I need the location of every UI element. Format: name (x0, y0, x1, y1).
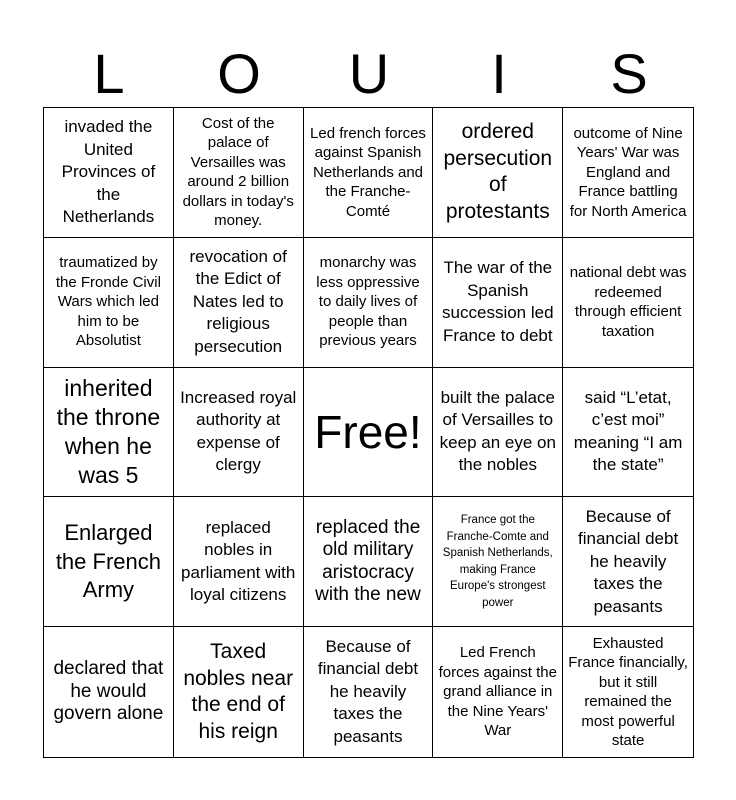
bingo-cell[interactable]: revocation of the Edict of Nates led to religious persecution (174, 238, 304, 368)
bingo-cell[interactable]: built the palace of Versailles to keep an eye on the nobles (433, 368, 563, 498)
bingo-cell[interactable]: Led french forces against Spanish Netherlands and the Franche-Comté (304, 108, 434, 238)
header-letter: O (217, 42, 261, 105)
bingo-cell[interactable]: national debt was redeemed through efficient taxation (563, 238, 693, 368)
bingo-cell[interactable]: declared that he would govern alone (44, 627, 174, 757)
bingo-cell[interactable]: Exhausted France financially, but it still remained the most powerful state (568, 634, 688, 750)
bingo-cell[interactable]: ordered persecution of protestants (433, 108, 563, 238)
bingo-cell[interactable]: Because of financial debt he heavily taxes the peasants (563, 497, 693, 627)
bingo-cell[interactable]: Enlarged the French Army (44, 497, 174, 627)
bingo-header (44, 40, 694, 108)
bingo-cell[interactable]: traumatized by the Fronde Civil Wars which led him to be Absolutist (44, 238, 174, 368)
bingo-cell[interactable]: invaded the United Provinces of the Netherlands (44, 108, 174, 238)
bingo-cell[interactable]: The war of the Spanish succession led France to debt (433, 238, 563, 368)
bingo-cell[interactable]: inherited the throne when he was 5 (44, 368, 174, 498)
header-letter: U (348, 42, 390, 105)
bingo-cell[interactable]: outcome of Nine Years' War was England and France battling for North America (563, 108, 693, 238)
bingo-cell[interactable]: monarchy was less oppressive to daily lives of people than previous years (304, 238, 434, 368)
bingo-cell[interactable]: France got the Franche-Comte and Spanish Netherlands, making France Europe's strongest power (433, 497, 563, 627)
bingo-cell[interactable]: replaced nobles in parliament with loyal citizens (174, 497, 304, 627)
bingo-card (43, 107, 694, 758)
bingo-cell[interactable]: Led French forces against the grand alliance in the Nine Years' War (433, 627, 563, 757)
bingo-cell[interactable]: Taxed nobles near the end of his reign (174, 627, 304, 757)
bingo-cell[interactable]: Because of financial debt he heavily taxes the peasants (304, 627, 434, 757)
bingo-cell[interactable]: replaced the old military aristocracy with the new (304, 497, 434, 627)
bingo-cell[interactable]: said “L’etat, c’est moi” meaning “I am the state” (563, 368, 693, 498)
bingo-cell[interactable]: Cost of the palace of Versailles was around 2 billion dollars in today's money. (174, 108, 304, 238)
header-letter: I (491, 42, 507, 105)
header-letter: L (93, 42, 125, 105)
header-letter: S (610, 42, 648, 105)
free-space[interactable]: Free! (304, 368, 434, 498)
bingo-cell[interactable]: Increased royal authority at expense of clergy (174, 368, 304, 498)
